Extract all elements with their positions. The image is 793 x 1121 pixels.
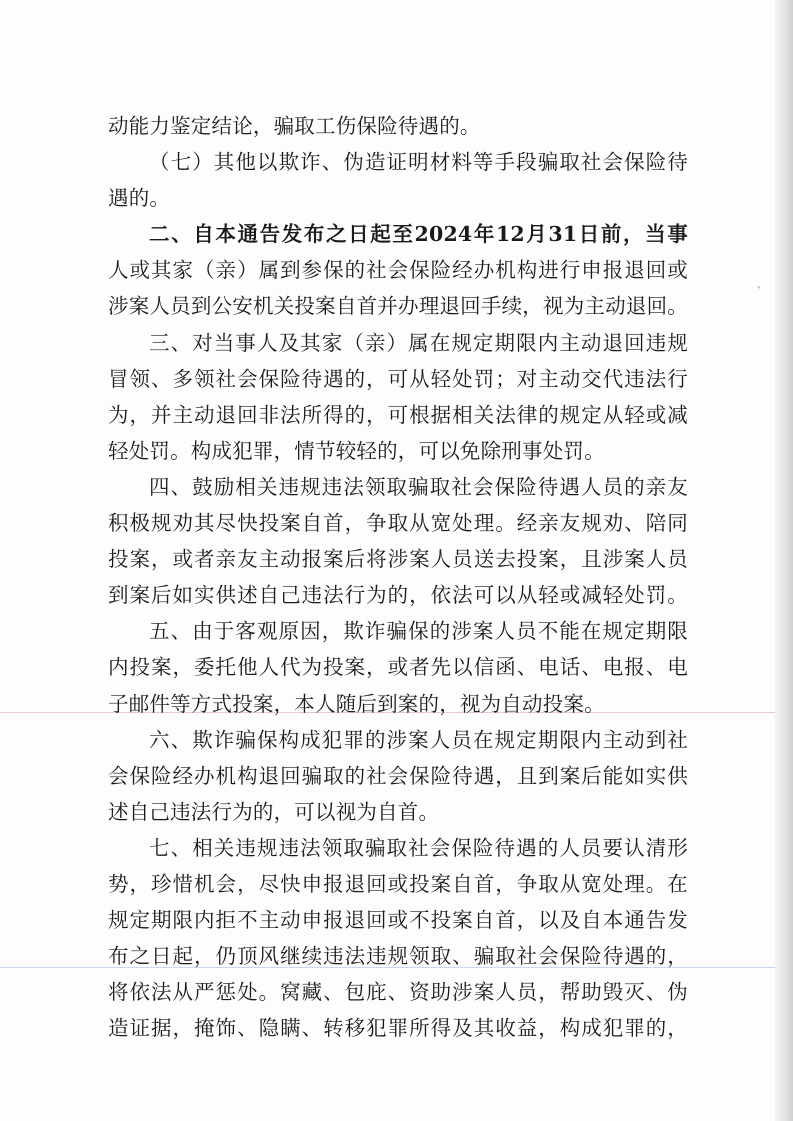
text-line: 投案，或者亲友主动报案后将涉案人员送去投案，且涉案人员 [108, 547, 688, 572]
text-line: 七、相关违规违法领取骗取社会保险待遇的人员要认清形 [149, 835, 688, 860]
text-line: 势，珍惜机会，尽快申报退回或投案自首，争取从宽处理。在 [108, 871, 688, 896]
text-line: 布之日起，仍顶风继续违法违规领取、骗取社会保险待遇的， [108, 944, 688, 969]
text-line: 内投案，委托他人代为投案，或者先以信函、电话、电报、电 [108, 655, 688, 680]
text-line: 遇的。 [108, 186, 171, 211]
document-body [108, 108, 688, 1046]
text-line: 述自己违法行为的，可以视为自首。 [108, 799, 440, 824]
text-line: 规定期限内拒不主动申报退回或不投案自首，以及自本通告发 [108, 908, 688, 933]
text-line: 二、自本通告发布之日起至2024年12月31日前，当事 [149, 222, 688, 247]
text-line: 四、鼓励相关违规违法领取骗取社会保险待遇人员的亲友 [149, 474, 688, 499]
text-line: 六、欺诈骗保构成犯罪的涉案人员在规定期限内主动到社 [149, 727, 688, 752]
text-line: 积极规劝其尽快投案自首，争取从宽处理。经亲友规劝、陪同 [108, 511, 688, 536]
text-line: 会保险经办机构退回骗取的社会保险待遇，且到案后能如实供 [108, 763, 688, 788]
text-line: 三、对当事人及其家（亲）属在规定期限内主动退回违规 [149, 330, 688, 355]
text-line: 五、由于客观原因，欺诈骗保的涉案人员不能在规定期限 [149, 619, 688, 644]
text-line: 为，并主动退回非法所得的，可根据相关法律的规定从轻或减 [108, 402, 688, 427]
text-line: 造证据，掩饰、隐瞒、转移犯罪所得及其收益，构成犯罪的， [108, 1016, 688, 1041]
text-line: 人或其家（亲）属到参保的社会保险经办机构进行申报退回或 [108, 258, 688, 283]
text-line: 冒领、多领社会保险待遇的，可从轻处罚；对主动交代违法行 [108, 366, 688, 391]
text-line: 轻处罚。构成犯罪，情节较轻的，可以免除刑事处罚。 [108, 438, 605, 463]
text-line: 到案后如实供述自己违法行为的，依法可以从轻或减轻处罚。 [108, 583, 688, 608]
scan-speck: 、 [757, 280, 767, 291]
text-line: 将依法从严惩处。窝藏、包庇、资助涉案人员，帮助毁灭、伪 [108, 980, 688, 1005]
text-line: 子邮件等方式投案，本人随后到案的，视为自动投案。 [108, 691, 605, 716]
text-line: 动能力鉴定结论，骗取工伤保险待遇的。 [108, 114, 481, 138]
text-line: （七）其他以欺诈、伪造证明材料等手段骗取社会保险待 [149, 150, 688, 175]
page-edge-shadow [775, 0, 793, 1121]
text-line: 涉案人员到公安机关投案自首并办理退回手续，视为主动退回。 [108, 294, 688, 319]
